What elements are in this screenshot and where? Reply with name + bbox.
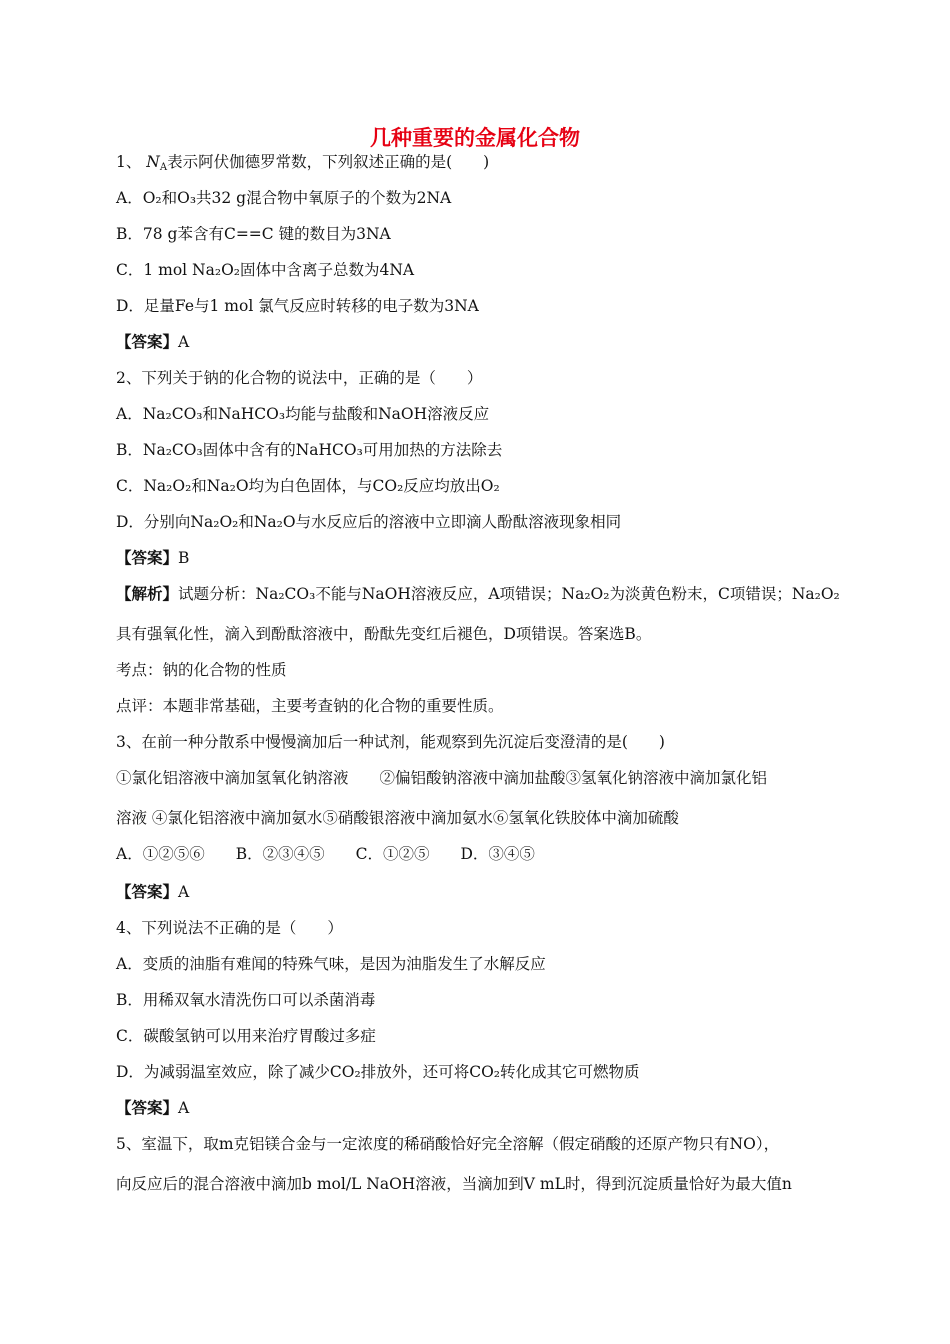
q4-option-a: A．变质的油脂有难闻的特殊气味，是因为油脂发生了水解反应 [116,955,546,973]
q4-option-c: C．碳酸氢钠可以用来治疗胃酸过多症 [116,1027,376,1045]
q2-analysis: 【解析】试题分析：Na₂CO₃不能与NaOH溶液反应，A项错误；Na₂O₂为淡黄色粉末，C项错误；Na₂O₂ [116,584,840,603]
q2-answer: 【答案】B [116,548,190,567]
q2-kaodian: 考点：钠的化合物的性质 [116,661,287,679]
q1-option-c: C．1 mol Na₂O₂固体中含离子总数为4NA [116,261,415,279]
q2-option-d: D．分别向Na₂O₂和Na₂O与水反应后的溶液中立即滴人酚酞溶液现象相同 [116,513,622,531]
q1-option-a: A．O₂和O₃共32 g混合物中氧原子的个数为2NA [116,189,452,207]
q3-options: A．①②⑤⑥ B．②③④⑤ C．①②⑤ D．③④⑤ [116,845,535,863]
q3-answer: 【答案】A [116,882,190,901]
q1-stem: 1、 $N_A$表示阿伏伽德罗常数，下列叙述正确的是( ) [116,153,490,173]
q4-answer: 【答案】A [116,1098,190,1117]
q4-option-d: D．为减弱温室效应，除了减少CO₂排放外，还可将CO₂转化成其它可燃物质 [116,1063,640,1081]
page-title: 几种重要的金属化合物 [370,126,580,150]
q3-items-cont: 溶液 ④氯化铝溶液中滴加氨水⑤硝酸银溶液中滴加氨水⑥氢氧化铁胶体中滴加硫酸 [116,809,679,827]
q2-option-b: B．Na₂CO₃固体中含有的NaHCO₃可用加热的方法除去 [116,441,503,459]
q2-analysis-cont: 具有强氧化性，滴入到酚酞溶液中，酚酞先变红后褪色，D项错误。答案选B。 [116,625,652,643]
q4-option-b: B．用稀双氧水清洗伤口可以杀菌消毒 [116,991,376,1009]
q1-option-d: D．足量Fe与1 mol 氯气反应时转移的电子数为3NA [116,297,479,315]
na-symbol: N [146,153,160,171]
q2-dianping: 点评：本题非常基础，主要考查钠的化合物的重要性质。 [116,697,504,715]
q2-option-c: C．Na₂O₂和Na₂O均为白色固体，与CO₂反应均放出O₂ [116,477,500,495]
q4-stem: 4、下列说法不正确的是（ ） [116,919,343,937]
q2-option-a: A．Na₂CO₃和NaHCO₃均能与盐酸和NaOH溶液反应 [116,405,490,423]
q3-items: ①氯化铝溶液中滴加氢氧化钠溶液 ②偏铝酸钠溶液中滴加盐酸③氢氧化钠溶液中滴加氯化铝 [116,769,768,787]
q5-stem-cont: 向反应后的混合溶液中滴加b mol/L NaOH溶液，当滴加到V mL时，得到沉淀质量恰好为最大值n [116,1175,792,1193]
q3-stem: 3、在前一种分散系中慢慢滴加后一种试剂，能观察到先沉淀后变澄清的是( ) [116,733,665,751]
q5-stem: 5、室温下，取m克铝镁合金与一定浓度的稀硝酸恰好完全溶解（假定硝酸的还原产物只有NO）， [116,1135,780,1153]
q1-option-b: B．78 g苯含有C==C 键的数目为3NA [116,225,391,243]
q1-answer: 【答案】A [116,332,190,351]
q2-stem: 2、下列关于钠的化合物的说法中，正确的是（ ） [116,369,483,387]
